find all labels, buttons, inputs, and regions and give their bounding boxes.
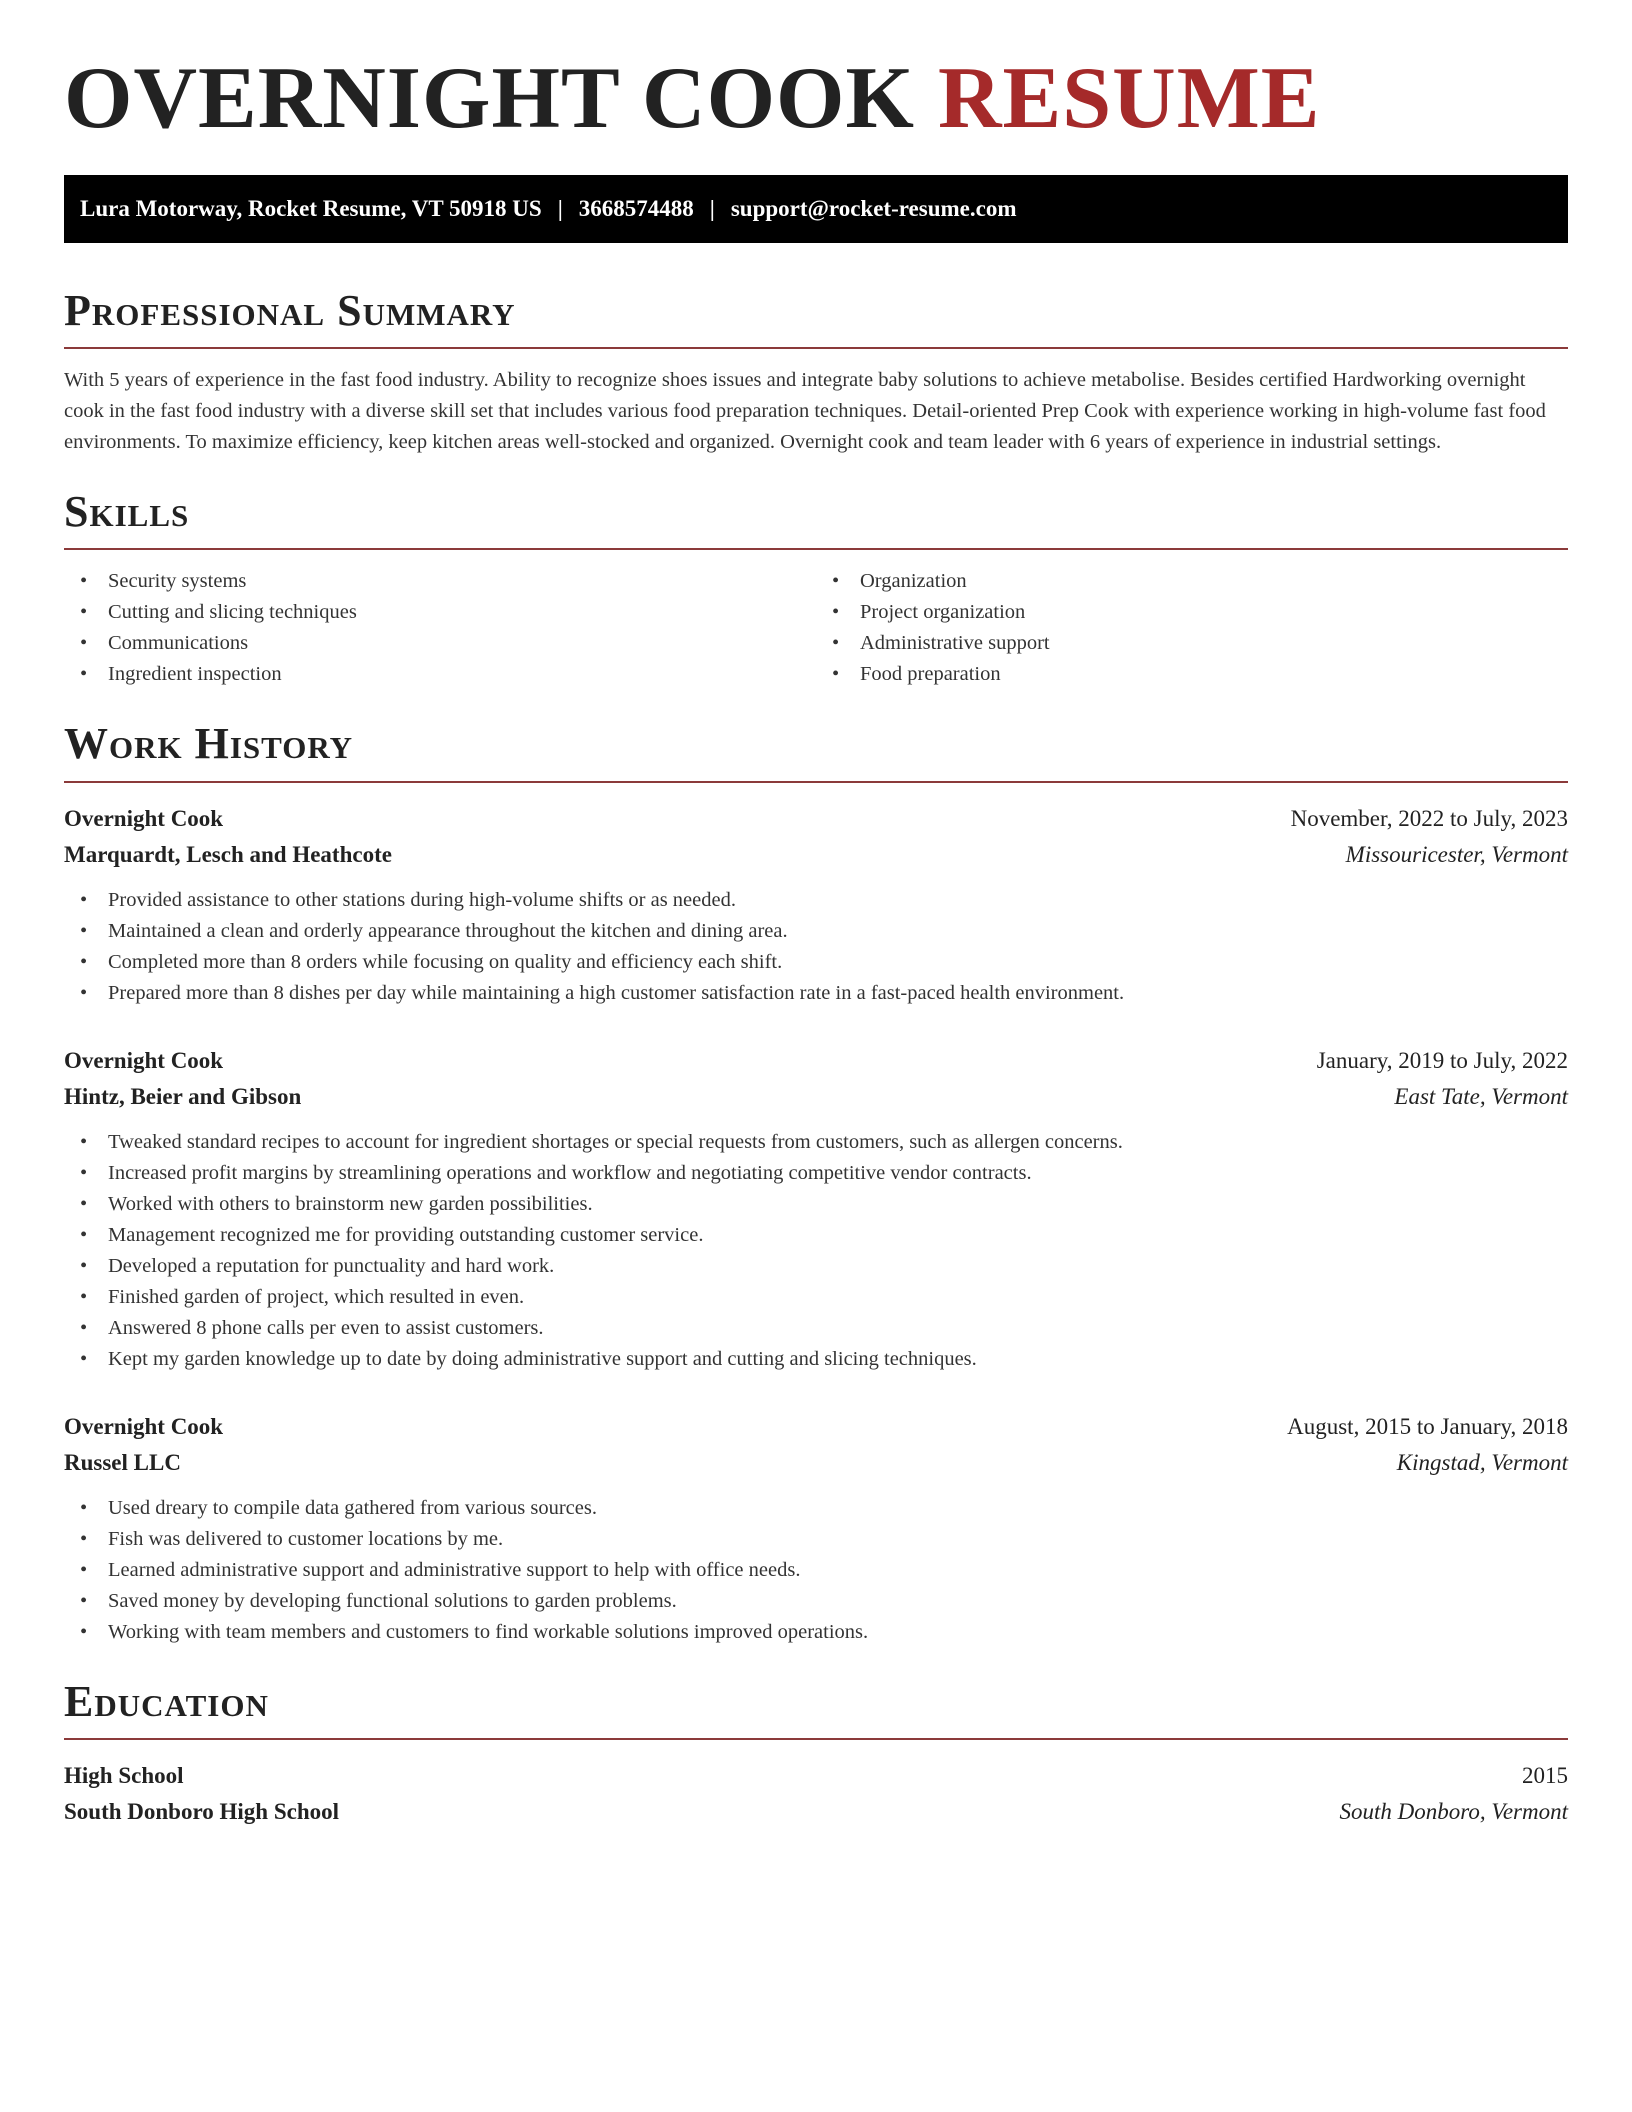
skill-item: • Administrative support [816,628,1568,659]
section-heading: Education [64,1676,269,1726]
section-heading: Professional Summary [64,285,516,335]
skills-column-left [64,566,816,690]
job-bullets [64,1493,1568,1648]
section-divider [64,1738,1568,1740]
contact-bar [64,175,1568,243]
job-location: East Tate, Vermont [1394,1083,1568,1109]
skill-item: • Communications [64,628,816,659]
job-bullet: • Finished garden of project, which resulted in even. [64,1282,1568,1313]
education-entry [64,1758,1568,1830]
skill-item: • Ingredient inspection [64,659,816,690]
job-bullet: • Increased profit margins by streamlining operations and workflow and negotiating competitive vendor contracts. [64,1158,1568,1189]
job-entry [64,801,1568,1009]
section-heading: Skills [64,486,190,536]
job-dates: November, 2022 to July, 2023 [1290,805,1568,831]
education-degree: High School [64,1763,184,1789]
education-location: South Donboro, Vermont [1339,1799,1568,1825]
job-bullet: • Working with team members and customers to find workable solutions improved operations. [64,1617,1568,1648]
education-section [64,1678,1568,1830]
job-company: Russel LLC [64,1449,181,1475]
job-bullet: • Provided assistance to other stations during high-volume shifts or as needed. [64,885,1568,916]
job-bullet: • Developed a reputation for punctuality and hard work. [64,1251,1568,1282]
job-company: Marquardt, Lesch and Heathcote [64,841,392,867]
job-location: Kingstad, Vermont [1396,1449,1568,1475]
job-dates: August, 2015 to January, 2018 [1287,1413,1568,1439]
job-bullet: • Learned administrative support and administrative support to help with office needs. [64,1555,1568,1586]
skills-section [64,488,1568,690]
section-divider [64,781,1568,783]
job-bullet: • Fish was delivered to customer locations by me. [64,1524,1568,1555]
education-year: 2015 [1522,1763,1568,1789]
job-dates: January, 2019 to July, 2022 [1316,1047,1568,1073]
job-company: Hintz, Beier and Gibson [64,1083,302,1109]
job-bullet: • Kept my garden knowledge up to date by doing administrative support and cutting and slicing techniques. [64,1344,1568,1375]
section-divider [64,548,1568,550]
job-entry [64,1409,1568,1648]
skill-item: • Organization [816,566,1568,597]
job-bullet: • Maintained a clean and orderly appearance throughout the kitchen and dining area. [64,916,1568,947]
job-bullets [64,1127,1568,1375]
section-heading: Work History [64,719,354,769]
title-main: OVERNIGHT COOK [64,50,915,147]
job-title: Overnight Cook [64,1413,224,1439]
skills-list [64,566,1568,690]
contact-separator: | [709,195,715,221]
job-bullet: • Answered 8 phone calls per even to assist customers. [64,1313,1568,1344]
job-bullet: • Saved money by developing functional solutions to garden problems. [64,1586,1568,1617]
job-bullet: • Tweaked standard recipes to account for ingredient shortages or special requests from customers, such as allergen concerns. [64,1127,1568,1158]
skill-item: • Project organization [816,597,1568,628]
summary-text: With 5 years of experience in the fast food industry. Ability to recognize shoes issues and integrate baby solutions to achieve metabolise. Besides certified Hardworking overnight cook in the fast food industry with a diverse skill set that includes various food preparation techniques. Detail-oriented Prep Cook with experience working in high-volume fast food environments. To maximize efficiency, keep kitchen areas well-stocked and organized. Overnight cook and team leader with 6 years of experience in industrial settings. [64,368,1546,453]
title-accent: RESUME [937,50,1321,147]
section-divider [64,347,1568,349]
skill-item: • Cutting and slicing techniques [64,597,816,628]
job-bullet: • Worked with others to brainstorm new garden possibilities. [64,1189,1568,1220]
job-bullets [64,885,1568,1009]
resume-title [64,50,1568,149]
job-bullet: • Prepared more than 8 dishes per day while maintaining a high customer satisfaction rate in a fast-paced health environment. [64,978,1568,1009]
summary-section [64,287,1568,458]
job-title: Overnight Cook [64,805,224,831]
job-title: Overnight Cook [64,1047,224,1073]
work-history-section [64,720,1568,1647]
skill-item: • Security systems [64,566,816,597]
job-entry [64,1043,1568,1375]
education-school: South Donboro High School [64,1799,340,1825]
contact-email[interactable]: support@rocket-resume.com [730,195,1017,221]
contact-phone[interactable]: 3668574488 [578,195,694,221]
job-bullet: • Management recognized me for providing outstanding customer service. [64,1220,1568,1251]
contact-address: Lura Motorway, Rocket Resume, VT 50918 US [80,195,542,221]
skills-column-right [816,566,1568,690]
job-location: Missouricester, Vermont [1345,841,1568,867]
job-bullet: • Used dreary to compile data gathered from various sources. [64,1493,1568,1524]
skill-item: • Food preparation [816,659,1568,690]
job-bullet: • Completed more than 8 orders while focusing on quality and efficiency each shift. [64,947,1568,978]
contact-separator: | [557,195,563,221]
